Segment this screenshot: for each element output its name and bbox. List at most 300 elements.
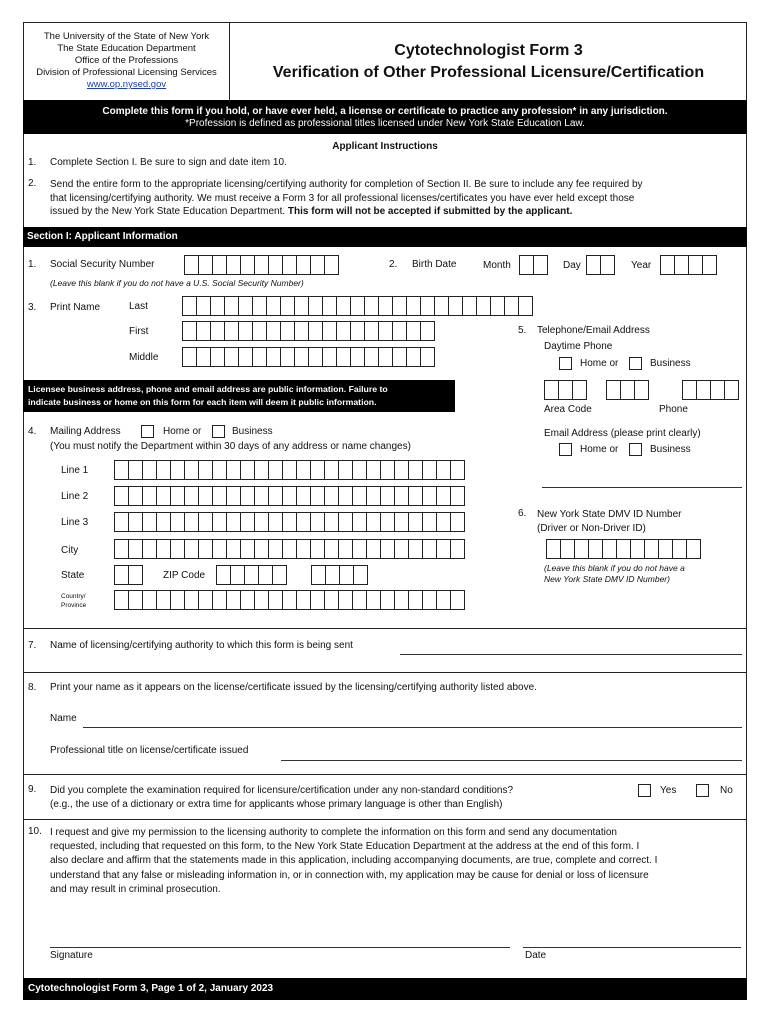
character-box[interactable] (210, 296, 225, 316)
character-box[interactable] (422, 512, 437, 532)
character-box[interactable] (272, 565, 287, 585)
character-box[interactable] (338, 460, 353, 480)
character-box[interactable] (658, 539, 673, 559)
character-box[interactable] (436, 460, 451, 480)
phone-line-input[interactable] (682, 380, 738, 400)
character-box[interactable] (380, 539, 395, 559)
character-box[interactable] (294, 321, 309, 341)
character-box[interactable] (436, 512, 451, 532)
character-box[interactable] (336, 321, 351, 341)
character-box[interactable] (114, 590, 129, 610)
public-info-notice (23, 380, 455, 412)
character-box[interactable] (170, 486, 185, 506)
q7-number: 7. (28, 640, 37, 651)
professional-title-input[interactable] (281, 760, 742, 761)
character-box[interactable] (310, 460, 325, 480)
character-box[interactable] (353, 565, 368, 585)
yes-checkbox[interactable] (638, 784, 651, 797)
character-box[interactable] (238, 321, 253, 341)
authority-label: Name of licensing/certifying authority to which this form is being sent (50, 640, 353, 651)
character-box[interactable] (352, 460, 367, 480)
character-box[interactable] (710, 380, 725, 400)
birth-month-input[interactable] (519, 255, 547, 275)
character-box[interactable] (644, 539, 659, 559)
website-link[interactable]: www.op.nysed.gov (86, 79, 167, 90)
character-box[interactable] (406, 347, 421, 367)
character-box[interactable] (434, 296, 449, 316)
character-box[interactable] (366, 512, 381, 532)
character-box[interactable] (406, 321, 421, 341)
signature-input[interactable] (50, 947, 510, 948)
character-box[interactable] (616, 539, 631, 559)
character-box[interactable] (634, 380, 649, 400)
character-box[interactable] (212, 539, 227, 559)
character-box[interactable] (184, 255, 199, 275)
character-box[interactable] (268, 512, 283, 532)
email-business-checkbox[interactable] (629, 443, 642, 456)
dmv-note-line: New York State DMV ID Number) (544, 574, 670, 584)
email-home-checkbox[interactable] (559, 443, 572, 456)
character-box[interactable] (114, 565, 129, 585)
business-label: Business (650, 358, 691, 369)
question-line: (e.g., the use of a dictionary or extra time for applicants whose primary language is other than English) (50, 799, 503, 810)
character-box[interactable] (378, 347, 393, 367)
character-box[interactable] (572, 380, 587, 400)
character-box[interactable] (224, 347, 239, 367)
character-box[interactable] (254, 512, 269, 532)
character-box[interactable] (182, 296, 197, 316)
character-box[interactable] (198, 512, 213, 532)
character-box[interactable] (380, 590, 395, 610)
dmv-note (544, 563, 685, 585)
character-box[interactable] (280, 347, 295, 367)
character-box[interactable] (212, 486, 227, 506)
character-box[interactable] (324, 460, 339, 480)
character-box[interactable] (244, 565, 259, 585)
character-box[interactable] (258, 565, 273, 585)
character-box[interactable] (252, 347, 267, 367)
character-box[interactable] (394, 486, 409, 506)
print-name-label: Print Name (50, 302, 101, 313)
character-box[interactable] (338, 590, 353, 610)
character-box[interactable] (630, 539, 645, 559)
character-box[interactable] (558, 380, 573, 400)
character-box[interactable] (196, 321, 211, 341)
character-box[interactable] (142, 460, 157, 480)
character-box[interactable] (156, 460, 171, 480)
character-box[interactable] (450, 539, 465, 559)
character-box[interactable] (156, 590, 171, 610)
character-box[interactable] (198, 255, 213, 275)
telephone-email-label: Telephone/Email Address (537, 325, 650, 336)
character-box[interactable] (296, 255, 311, 275)
character-box[interactable] (296, 486, 311, 506)
character-box[interactable] (268, 539, 283, 559)
character-box[interactable] (380, 486, 395, 506)
character-box[interactable] (254, 539, 269, 559)
character-box[interactable] (296, 590, 311, 610)
character-box[interactable] (324, 590, 339, 610)
character-box[interactable] (533, 255, 548, 275)
character-box[interactable] (230, 565, 245, 585)
character-box[interactable] (336, 347, 351, 367)
last-name-label: Last (129, 301, 148, 312)
declaration-text (50, 826, 745, 897)
country-input[interactable] (114, 590, 464, 610)
character-box[interactable] (128, 460, 143, 480)
character-box[interactable] (224, 296, 239, 316)
character-box[interactable] (254, 590, 269, 610)
character-box[interactable] (282, 590, 297, 610)
character-box[interactable] (184, 512, 199, 532)
character-box[interactable] (184, 590, 199, 610)
character-box[interactable] (268, 255, 283, 275)
character-box[interactable] (546, 539, 561, 559)
first-name-input[interactable] (182, 321, 434, 341)
character-box[interactable] (380, 512, 395, 532)
character-box[interactable] (378, 321, 393, 341)
character-box[interactable] (254, 460, 269, 480)
character-box[interactable] (378, 296, 393, 316)
state-input[interactable] (114, 565, 142, 585)
character-box[interactable] (350, 321, 365, 341)
character-box[interactable] (142, 486, 157, 506)
address-line-1-input[interactable] (114, 460, 464, 480)
character-box[interactable] (308, 296, 323, 316)
character-box[interactable] (364, 321, 379, 341)
q1-number: 1. (28, 259, 37, 270)
instruction-2 (50, 178, 740, 219)
character-box[interactable] (606, 380, 621, 400)
declaration-line: requested, including that requested on this form, to the New York State Education Department at the address at the end of this form. I (50, 841, 640, 853)
character-box[interactable] (574, 539, 589, 559)
character-box[interactable] (420, 321, 435, 341)
character-box[interactable] (240, 512, 255, 532)
character-box[interactable] (170, 590, 185, 610)
license-name-label: Print your name as it appears on the license/certificate issued by the licensing/certifying authority listed above. (50, 682, 537, 693)
character-box[interactable] (352, 539, 367, 559)
character-box[interactable] (198, 486, 213, 506)
character-box[interactable] (128, 486, 143, 506)
character-box[interactable] (338, 486, 353, 506)
character-box[interactable] (686, 539, 701, 559)
instruction-2-line (50, 205, 740, 219)
character-box[interactable] (325, 565, 340, 585)
character-box[interactable] (324, 539, 339, 559)
character-box[interactable] (184, 539, 199, 559)
character-box[interactable] (308, 321, 323, 341)
no-checkbox[interactable] (696, 784, 709, 797)
phone-business-checkbox[interactable] (629, 357, 642, 370)
character-box[interactable] (364, 347, 379, 367)
character-box[interactable] (224, 321, 239, 341)
character-box[interactable] (364, 296, 379, 316)
character-box[interactable] (296, 539, 311, 559)
character-box[interactable] (170, 539, 185, 559)
character-box[interactable] (380, 460, 395, 480)
character-box[interactable] (602, 539, 617, 559)
character-box[interactable] (392, 296, 407, 316)
character-box[interactable] (282, 512, 297, 532)
character-box[interactable] (674, 255, 689, 275)
banner-line-2: *Profession is defined as professional titles licensed under New York State Education Law. (185, 118, 585, 129)
character-box[interactable] (268, 486, 283, 506)
character-box[interactable] (322, 347, 337, 367)
character-box[interactable] (350, 347, 365, 367)
character-box[interactable] (490, 296, 505, 316)
zip-input[interactable] (216, 565, 286, 585)
character-box[interactable] (156, 486, 171, 506)
character-box[interactable] (336, 296, 351, 316)
character-box[interactable] (310, 255, 325, 275)
character-box[interactable] (682, 380, 697, 400)
mailing-home-checkbox[interactable] (141, 425, 154, 438)
character-box[interactable] (352, 512, 367, 532)
character-box[interactable] (184, 460, 199, 480)
character-box[interactable] (196, 347, 211, 367)
character-box[interactable] (322, 321, 337, 341)
character-box[interactable] (252, 321, 267, 341)
character-box[interactable] (128, 565, 143, 585)
character-box[interactable] (600, 255, 615, 275)
character-box[interactable] (294, 296, 309, 316)
character-box[interactable] (366, 539, 381, 559)
character-box[interactable] (170, 512, 185, 532)
phone-prefix-input[interactable] (606, 380, 648, 400)
character-box[interactable] (210, 321, 225, 341)
character-box[interactable] (296, 460, 311, 480)
character-box[interactable] (394, 539, 409, 559)
character-box[interactable] (266, 347, 281, 367)
character-box[interactable] (212, 512, 227, 532)
character-box[interactable] (422, 460, 437, 480)
character-box[interactable] (308, 347, 323, 367)
character-box[interactable] (394, 512, 409, 532)
character-box[interactable] (422, 539, 437, 559)
character-box[interactable] (198, 539, 213, 559)
area-code-input[interactable] (544, 380, 586, 400)
character-box[interactable] (196, 296, 211, 316)
character-box[interactable] (436, 590, 451, 610)
character-box[interactable] (282, 460, 297, 480)
character-box[interactable] (420, 296, 435, 316)
character-box[interactable] (544, 380, 559, 400)
birth-day-input[interactable] (586, 255, 614, 275)
character-box[interactable] (310, 590, 325, 610)
character-box[interactable] (114, 539, 129, 559)
character-box[interactable] (394, 460, 409, 480)
character-box[interactable] (450, 590, 465, 610)
character-box[interactable] (688, 255, 703, 275)
character-box[interactable] (310, 539, 325, 559)
character-box[interactable] (448, 296, 463, 316)
character-box[interactable] (450, 460, 465, 480)
character-box[interactable] (350, 296, 365, 316)
authority-input[interactable] (400, 654, 742, 655)
character-box[interactable] (422, 590, 437, 610)
character-box[interactable] (266, 296, 281, 316)
character-box[interactable] (408, 460, 423, 480)
birth-year-input[interactable] (660, 255, 716, 275)
character-box[interactable] (450, 486, 465, 506)
character-box[interactable] (339, 565, 354, 585)
character-box[interactable] (226, 460, 241, 480)
instruction-banner (23, 100, 747, 134)
character-box[interactable] (476, 296, 491, 316)
agency-line: Office of the Professions (74, 55, 179, 66)
middle-name-input[interactable] (182, 347, 434, 367)
character-box[interactable] (142, 590, 157, 610)
character-box[interactable] (310, 486, 325, 506)
character-box[interactable] (156, 512, 171, 532)
character-box[interactable] (406, 296, 421, 316)
character-box[interactable] (408, 486, 423, 506)
character-box[interactable] (238, 296, 253, 316)
character-box[interactable] (198, 460, 213, 480)
character-box[interactable] (210, 347, 225, 367)
character-box[interactable] (128, 590, 143, 610)
character-box[interactable] (114, 486, 129, 506)
character-box[interactable] (212, 460, 227, 480)
character-box[interactable] (352, 590, 367, 610)
character-box[interactable] (114, 512, 129, 532)
character-box[interactable] (240, 255, 255, 275)
character-box[interactable] (182, 321, 197, 341)
character-box[interactable] (226, 539, 241, 559)
character-box[interactable] (519, 255, 534, 275)
q2-number: 2. (389, 259, 398, 270)
country-label (61, 592, 86, 610)
character-box[interactable] (450, 512, 465, 532)
character-box[interactable] (324, 512, 339, 532)
character-box[interactable] (586, 255, 601, 275)
character-box[interactable] (170, 460, 185, 480)
character-box[interactable] (660, 255, 675, 275)
character-box[interactable] (142, 512, 157, 532)
character-box[interactable] (280, 321, 295, 341)
city-input[interactable] (114, 539, 464, 559)
character-box[interactable] (212, 590, 227, 610)
character-box[interactable] (156, 539, 171, 559)
character-box[interactable] (366, 590, 381, 610)
character-box[interactable] (296, 512, 311, 532)
year-label: Year (631, 260, 652, 271)
declaration-line: understand that any false or misleading information in, or in connection with, my application may be cause for denial or loss of licensure (50, 869, 649, 881)
address-line-3-input[interactable] (114, 512, 464, 532)
character-box[interactable] (408, 590, 423, 610)
yes-label: Yes (660, 785, 677, 796)
declaration-line: I request and give my permission to the licensing authority to complete the information on this form and send any documentation (50, 827, 617, 838)
character-box[interactable] (238, 347, 253, 367)
character-box[interactable] (408, 539, 423, 559)
character-box[interactable] (184, 486, 199, 506)
character-box[interactable] (254, 255, 269, 275)
character-box[interactable] (282, 539, 297, 559)
zip-plus4-input[interactable] (311, 565, 367, 585)
character-box[interactable] (268, 460, 283, 480)
character-box[interactable] (504, 296, 519, 316)
character-box[interactable] (462, 296, 477, 316)
character-box[interactable] (142, 539, 157, 559)
character-box[interactable] (702, 255, 717, 275)
license-name-input[interactable] (83, 727, 742, 728)
character-box[interactable] (212, 255, 227, 275)
instruction-2-line: that licensing/certifying authority. We must receive a Form 3 for all professional licenses/certificates you have ever held except those (50, 192, 635, 204)
character-box[interactable] (338, 539, 353, 559)
character-box[interactable] (240, 486, 255, 506)
phone-home-checkbox[interactable] (559, 357, 572, 370)
character-box[interactable] (436, 486, 451, 506)
character-box[interactable] (198, 590, 213, 610)
first-name-label: First (129, 326, 149, 337)
character-box[interactable] (216, 565, 231, 585)
character-box[interactable] (588, 539, 603, 559)
character-box[interactable] (266, 321, 281, 341)
character-box[interactable] (324, 255, 339, 275)
character-box[interactable] (560, 539, 575, 559)
character-box[interactable] (436, 539, 451, 559)
character-box[interactable] (310, 512, 325, 532)
character-box[interactable] (226, 590, 241, 610)
character-box[interactable] (366, 460, 381, 480)
character-box[interactable] (128, 512, 143, 532)
character-box[interactable] (672, 539, 687, 559)
character-box[interactable] (226, 486, 241, 506)
character-box[interactable] (294, 347, 309, 367)
character-box[interactable] (240, 460, 255, 480)
character-box[interactable] (420, 347, 435, 367)
email-input[interactable] (542, 487, 742, 488)
character-box[interactable] (394, 590, 409, 610)
character-box[interactable] (392, 347, 407, 367)
character-box[interactable] (696, 380, 711, 400)
mailing-address-label: Mailing Address (50, 426, 121, 437)
ssn-input[interactable] (184, 255, 338, 275)
character-box[interactable] (226, 512, 241, 532)
character-box[interactable] (114, 460, 129, 480)
character-box[interactable] (422, 486, 437, 506)
character-box[interactable] (240, 539, 255, 559)
character-box[interactable] (128, 539, 143, 559)
dmv-id-input[interactable] (546, 539, 700, 559)
address-line-2-input[interactable] (114, 486, 464, 506)
agency-block (24, 31, 229, 91)
character-box[interactable] (620, 380, 635, 400)
date-input[interactable] (523, 947, 741, 948)
character-box[interactable] (226, 255, 241, 275)
character-box[interactable] (322, 296, 337, 316)
character-box[interactable] (282, 486, 297, 506)
character-box[interactable] (352, 486, 367, 506)
character-box[interactable] (311, 565, 326, 585)
character-box[interactable] (518, 296, 533, 316)
mailing-business-checkbox[interactable] (212, 425, 225, 438)
character-box[interactable] (338, 512, 353, 532)
character-box[interactable] (240, 590, 255, 610)
character-box[interactable] (282, 255, 297, 275)
character-box[interactable] (366, 486, 381, 506)
character-box[interactable] (392, 321, 407, 341)
character-box[interactable] (408, 512, 423, 532)
character-box[interactable] (252, 296, 267, 316)
character-box[interactable] (280, 296, 295, 316)
character-box[interactable] (724, 380, 739, 400)
character-box[interactable] (182, 347, 197, 367)
character-box[interactable] (254, 486, 269, 506)
character-box[interactable] (324, 486, 339, 506)
last-name-input[interactable] (182, 296, 532, 316)
character-box[interactable] (268, 590, 283, 610)
